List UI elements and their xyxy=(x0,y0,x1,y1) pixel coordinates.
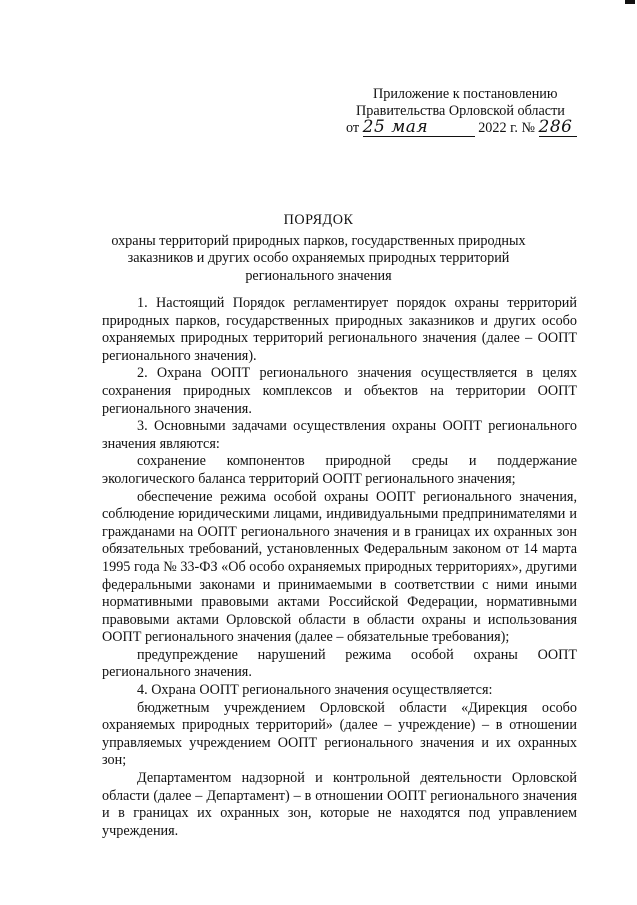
handwritten-date: 25 мая xyxy=(362,117,429,137)
title-heading: ПОРЯДОК xyxy=(283,212,354,228)
document-body xyxy=(102,295,577,840)
paragraph-3: 3. Основными задачами осуществления охраны ООПТ регионального значения являются: xyxy=(102,418,577,452)
paragraph-3-item-3: предупреждение нарушений режима особой охраны ООПТ регионального значения. xyxy=(102,646,577,681)
from-label: от xyxy=(346,120,360,136)
number-field xyxy=(538,117,577,137)
header-date-line xyxy=(346,119,577,137)
header-line-1: Приложение к постановлению xyxy=(373,86,558,102)
paragraph-4-item-2: Департаментом надзорной и контрольной деятельности Орловской области (далее – Департамент) – в отношении ООПТ регионального значения и в границах их охранных зон, которые не находятся под управлением учреждения. xyxy=(102,770,577,839)
title-subtitle-line-3: регионального значения xyxy=(245,267,392,284)
scan-corner-mark xyxy=(625,0,635,4)
document-title xyxy=(0,212,637,285)
number-sign: № xyxy=(521,120,535,136)
header-line-2: Правительства Орловской области xyxy=(356,103,565,119)
paragraph-1: 1. Настоящий Порядок регламентирует порядок охраны территорий природных парков, государственных природных заказников и других особо охраняемых природных территорий регионального значения (далее – ООПТ регионального значения). xyxy=(102,295,577,364)
paragraph-2: 2. Охрана ООПТ регионального значения осуществляется в целях сохранения природных комплексов и объектов на территории ООПТ регионального значения. xyxy=(102,365,577,417)
paragraph-4-item-1: бюджетным учреждением Орловской области «Дирекция особо охраняемых природных территорий» (далее – учреждение) – в отношении управляемых учреждением ООПТ регионального значения и их охранных зон; xyxy=(102,699,577,769)
year-label: 2022 г. xyxy=(478,120,518,136)
title-subtitle-line-2: заказников и других особо охраняемых природных территорий xyxy=(127,250,510,266)
paragraph-3-item-1: сохранение компонентов природной среды и поддержание экологического баланса территорий ООПТ регионального значения; xyxy=(102,453,577,487)
title-subtitle-line-1: охраны территорий природных парков, государственных природных xyxy=(111,232,526,249)
paragraph-4: 4. Охрана ООПТ регионального значения осуществляется: xyxy=(137,682,493,699)
paragraph-3-item-2: обеспечение режима особой охраны ООПТ регионального значения, соблюдение юридическими лицами, индивидуальными предпринимателями и гражданами на ООПТ регионального значения и в границах их охранных зон обязательных требований, установленных Федеральным законом от 14 марта 1995 года № 33-ФЗ «Об особо охраняемых природных территориях», другими федеральными законами и принимаемыми в соответствии с ними иными нормативными правовыми актами Российской Федерации, нормативными правовыми актами Орловской области в области охраны и использования ООПТ регионального значения (далее – обязательные требования); xyxy=(102,488,577,646)
date-field xyxy=(362,117,475,137)
handwritten-number: 286 xyxy=(538,117,573,137)
